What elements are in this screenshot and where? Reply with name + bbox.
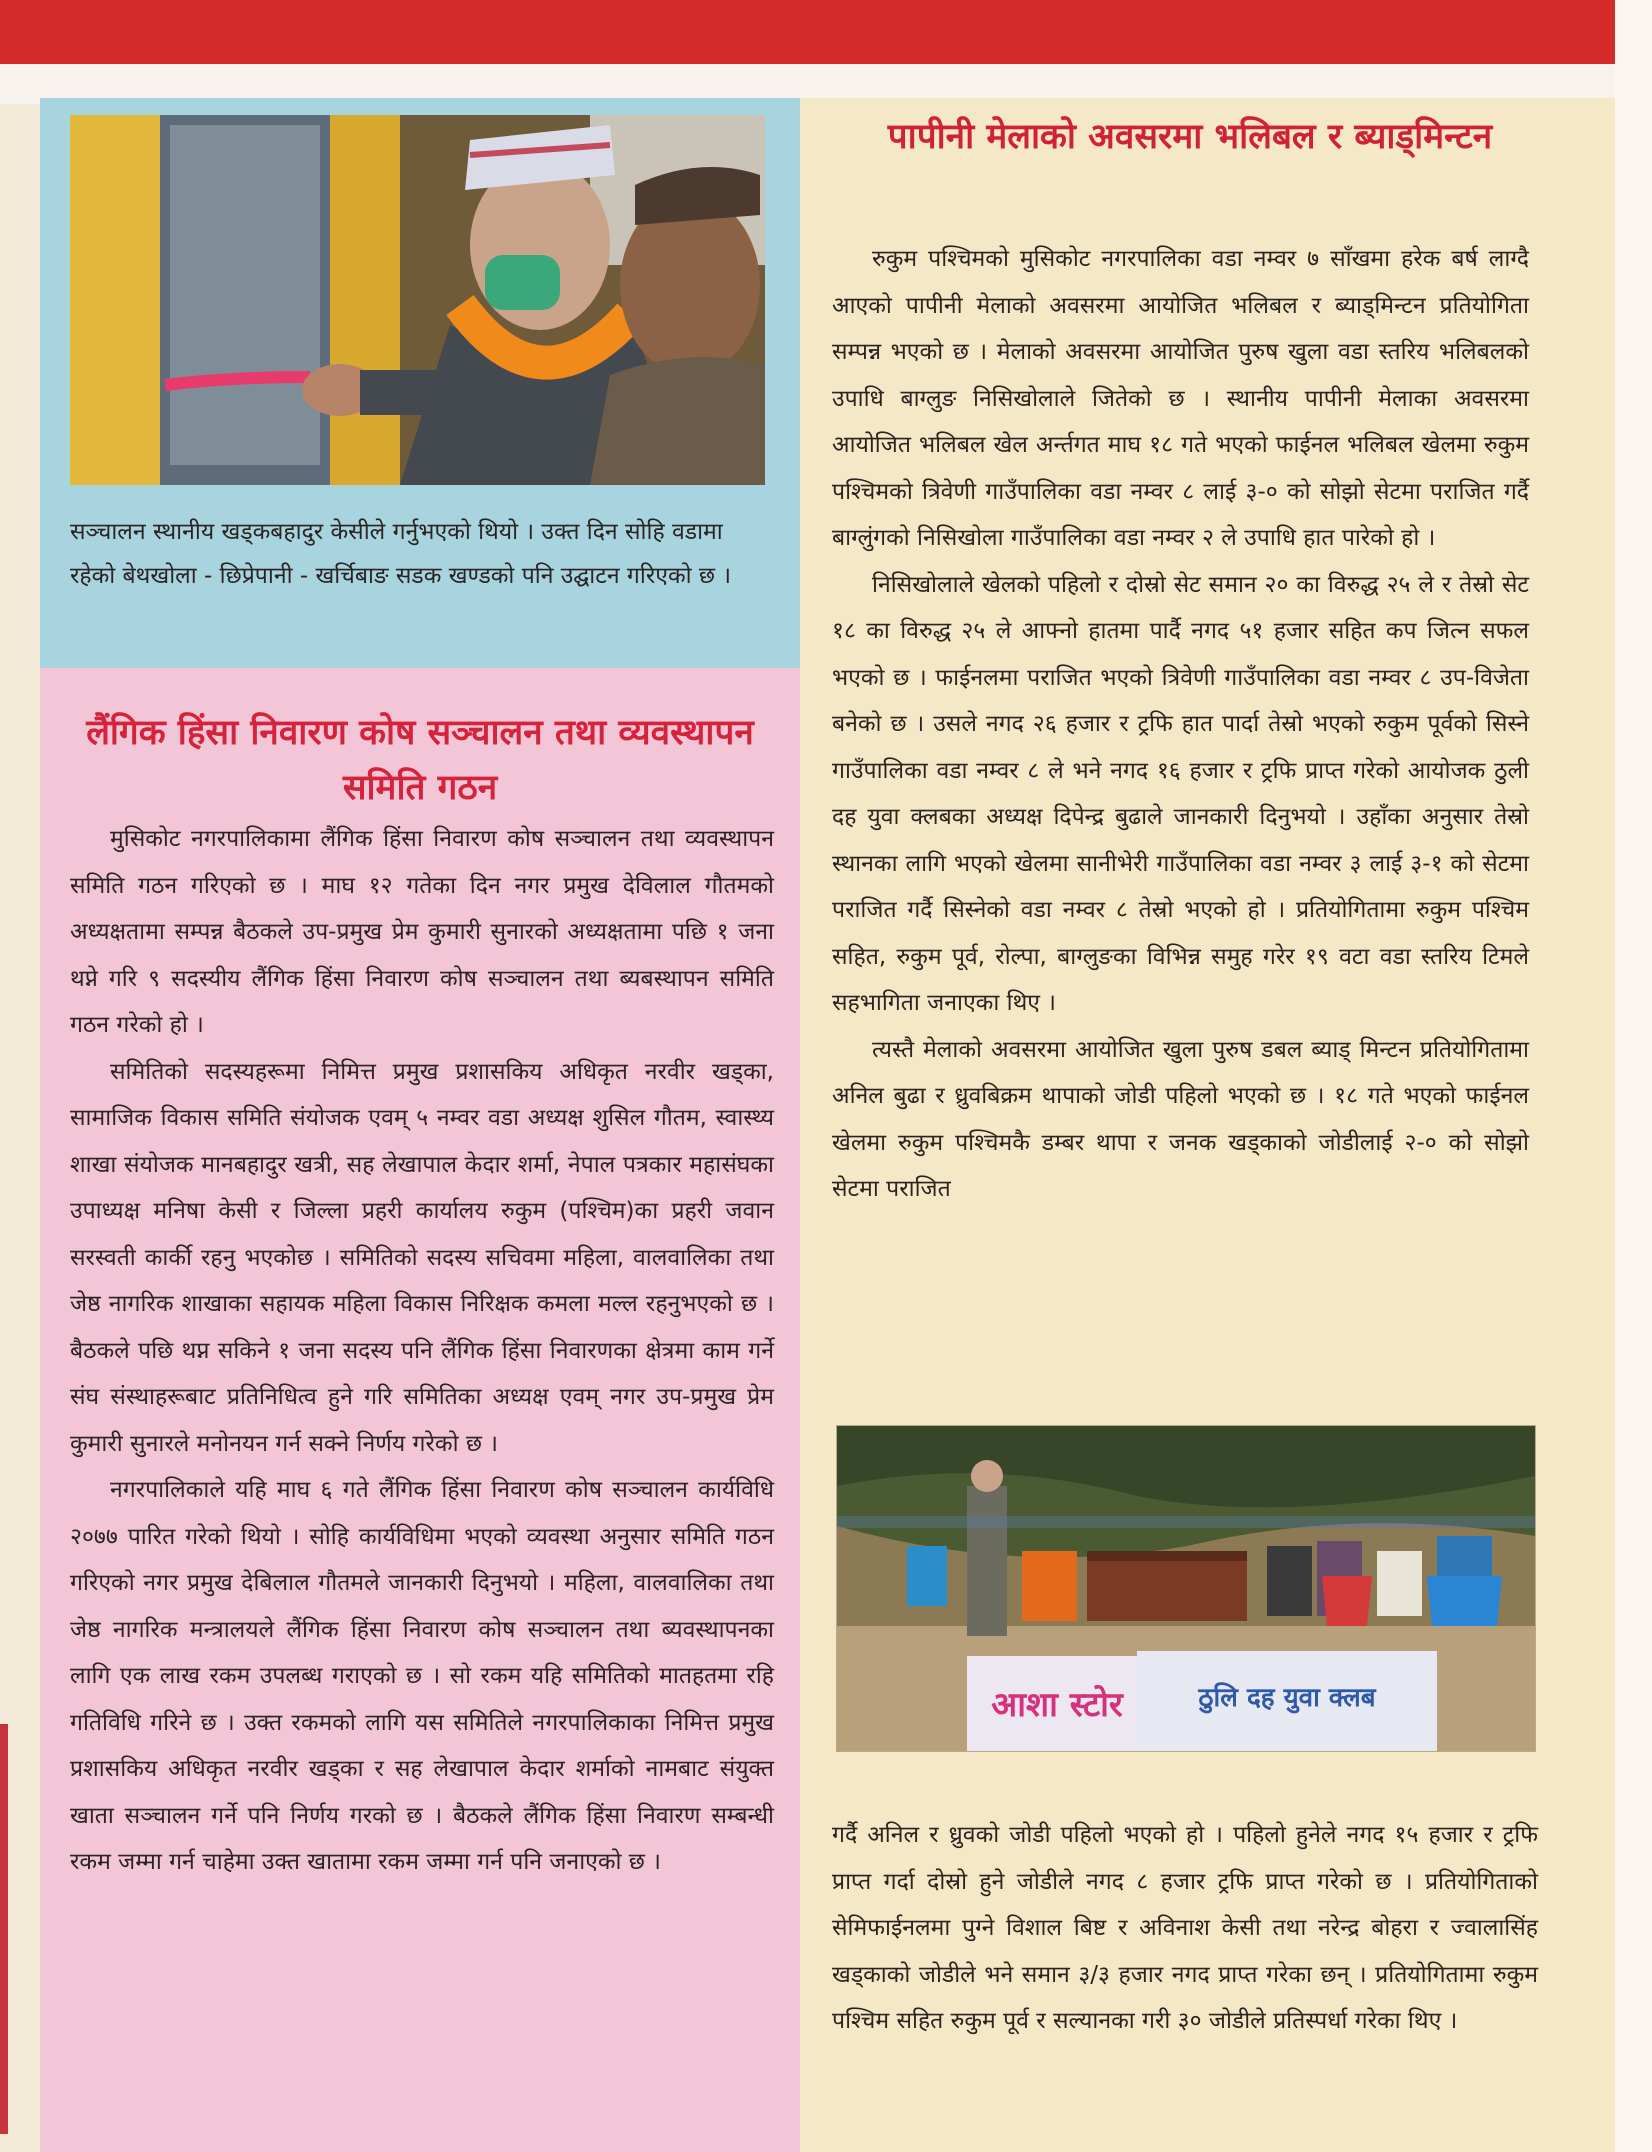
right-paragraph: रुकुम पश्चिमको मुसिकोट नगरपालिका वडा नम्वर ७ साँखमा हरेक बर्ष लाग्दै आएको पापीनी मेलाको अवसरमा आयोजित भलिबल र ब्याड्मिन्टन प्रतियोगिता सम्पन्न भएको छ । मेलाको अवसरमा आयोजित पुरुष खुला वडा स्तरिय भलिबलको उपाधि बाग्लुङ निसिखोलाले जितेको छ । स्थानीय पापीनी मेलाका अवसरमा आयोजित भलिबल खेल अर्न्तगत माघ १८ गते भएको फाईनल भलिबल खेलमा रुकुम पश्चिमको त्रिवेणी गाउँपालिका वडा नम्वर ८ लाई ३-० को सोझो सेटमा पराजित गर्दै बाग्लुंगको निसिखोला गाउँपालिका वडा नम्वर २ ले उपाधि हात पारेको हो । — [832, 246, 1529, 551]
right-paragraph-continued: गर्दै अनिल र ध्रुवको जोडी पहिलो भएको हो । पहिलो हुनेले नगद १५ हजार र ट्रफि प्राप्त गर्दा दोस्रो हुने जोडीले नगद ८ हजार ट्रफि प्राप्त गरेको छ । प्रतियोगिताको सेमिफाईनलमा पुग्ने विशाल बिष्ट र अविनाश केसी तथा नरेन्द्र बोहरा र ज्वालासिंह खड्काको जोडीले भने समान ३/३ हजार नगद प्राप्त गरेका छन् । प्रतियोगितामा रुकुम पश्चिम सहित रुकुम पूर्व र सल्यानका गरी ३० जोडीले प्रतिस्पर्धा गरेका थिए । — [832, 1822, 1538, 2034]
right-article-body-bottom — [832, 1812, 1538, 2045]
banner-left-text: आशा स्टोर — [991, 1685, 1123, 1725]
left-article-title: लैंगिक हिंसा निवारण कोष सञ्चालन तथा व्यवस्थापन समिति गठन — [86, 713, 754, 808]
event-gathering-photo — [836, 1425, 1536, 1752]
top-red-band — [0, 0, 1652, 64]
left-article-body — [70, 816, 774, 1886]
right-article-body-top — [832, 236, 1529, 1213]
ribbon-cutting-photo — [70, 115, 765, 485]
photo-caption: सञ्चालन स्थानीय खड्कबहादुर केसीले गर्नुभएको थियो । उक्त दिन सोहि वडामा रहेको बेथखोला - छिप्रेपानी - खर्चिबाङ सडक खण्डको पनि उद्घाटन गरिएको छ । — [70, 519, 732, 589]
right-paragraph: निसिखोलाले खेलको पहिलो र दोस्रो सेट समान २० का विरुद्ध २५ ले र तेस्रो सेट १८ का विरुद्ध २५ ले आफ्नो हातमा पार्दै नगद ५१ हजार सहित कप जित्न सफल भएको छ । फाईनलमा पराजित भएको त्रिवेणी गाउँपालिका वडा नम्वर ८ उप-विजेता बनेको छ । उसले नगद २६ हजार र ट्रफि हात पार्दा तेस्रो भएको रुकुम पूर्वको सिस्ने गाउँपालिका वडा नम्वर ८ ले भने नगद १६ हजार र ट्रफि प्राप्त गरेको आयोजक ठुली दह युवा क्लबका अध्यक्ष दिपेन्द्र बुढाले जानकारी दिनुभयो । उहाँका अनुसार तेस्रो स्थानका लागि भएको खेलमा सानीभेरी गाउँपालिका वडा नम्वर ३ लाई ३-१ को सेटमा पराजित गर्दै सिस्नेको वडा नम्वर ८ तेस्रो भएको हो । प्रतियोगितामा रुकुम पश्चिम सहित, रुकुम पूर्व, रोल्पा, बाग्लुङका विभिन्न समुह गरेर १९ वटा वडा स्तरिय टिमले सहभागिता जनाएका थिए । — [832, 571, 1529, 1016]
page-right-margin — [1615, 0, 1652, 2152]
left-paragraph: समितिको सदस्यहरूमा निमित्त प्रमुख प्रशासकिय अधिकृत नरवीर खड्का, सामाजिक विकास समिति संयोजक एवम् ५ नम्वर वडा अध्यक्ष शुसिल गौतम, स्वास्थ्य शाखा संयोजक मानबहादुर खत्री, सह लेखापाल केदार शर्मा, नेपाल पत्रकार महासंघका उपाध्यक्ष मनिषा केसी र जिल्ला प्रहरी कार्यालय रुकुम (पश्चिम)का प्रहरी जवान सरस्वती कार्की रहनु भएकोछ । समितिको सदस्य सचिवमा महिला, वालवालिका तथा जेष्ठ नागरिक शाखाका सहायक महिला विकास निरिक्षक कमला मल्ल रहनुभएको छ । बैठकले पछि थप्न सकिने १ जना सदस्य पनि लैंगिक हिंसा निवारणका क्षेत्रमा काम गर्ने संघ संस्थाहरूबाट प्रतिनिधित्व हुने गरि समितिका अध्यक्ष एवम् नगर उप-प्रमुख प्रेम कुमारी सुनारले मनोनयन गर्न सक्ने निर्णय गरेको छ । — [70, 1058, 774, 1457]
left-paragraph: नगरपालिकाले यहि माघ ६ गते लैंगिक हिंसा निवारण कोष सञ्चालन कार्यविधि २०७७ पारित गरेको थियो । सोहि कार्यविधिमा भएको व्यवस्था अनुसार समिति गठन गरिएको नगर प्रमुख देबिलाल गौतमले जानकारी दिनुभयो । महिला, वालवालिका तथा जेष्ठ नागरिक मन्त्रालयले लैंगिक हिंसा निवारण कोष सञ्चालन तथा ब्यवस्थापनका लागि एक लाख रकम उपलब्ध गराएको छ । सो रकम यहि समितिको मातहतमा रहि गतिविधि गरिने छ । उक्त रकमको लागि यस समितिले नगरपालिकाका निमित्त प्रमुख प्रशासकिय अधिकृत नरवीर खड्का र सह लेखापाल केदार शर्माको नामबाट संयुक्त खाता सञ्चालन गर्ने पनि निर्णय गरको छ । बैठकले लैंगिक हिंसा निवारण सम्बन्धी रकम जम्मा गर्न चाहेमा उक्त खातामा रकम जम्मा गर्न पनि जनाएको छ । — [70, 1477, 774, 1875]
page-edge-tab — [0, 1724, 8, 2134]
right-paragraph: त्यस्तै मेलाको अवसरमा आयोजित खुला पुरुष डबल ब्याड् मिन्टन प्रतियोगितामा अनिल बुढा र ध्रुवबिक्रम थापाको जोडी पहिलो भएको छ । १८ गते भएको फाईनल खेलमा रुकुम पश्चिमकै डम्बर थापा र जनक खड्काको जोडीलाई २-० को सोझो सेटमा पराजित — [832, 1036, 1529, 1202]
left-paragraph: मुसिकोट नगरपालिकामा लैंगिक हिंसा निवारण कोष सञ्चालन तथा व्यवस्थापन समिति गठन गरिएको छ । माघ १२ गतेका दिन नगर प्रमुख देविलाल गौतमको अध्यक्षतामा सम्पन्न बैठकले उप-प्रमुख प्रेम कुमारी सुनारको अध्यक्षतामा पछि १ जना थप्ने गरि ९ सदस्यीय लैंगिक हिंसा निवारण कोष सञ्चालन तथा ब्यबस्थापन समिति गठन गरेको हो । — [70, 826, 774, 1038]
banner-right-text: ठुलि दह युवा क्लब — [1198, 1683, 1376, 1713]
right-article-title: पापीनी मेलाको अवसरमा भलिबल र ब्याड्मिन्टन — [887, 117, 1493, 157]
